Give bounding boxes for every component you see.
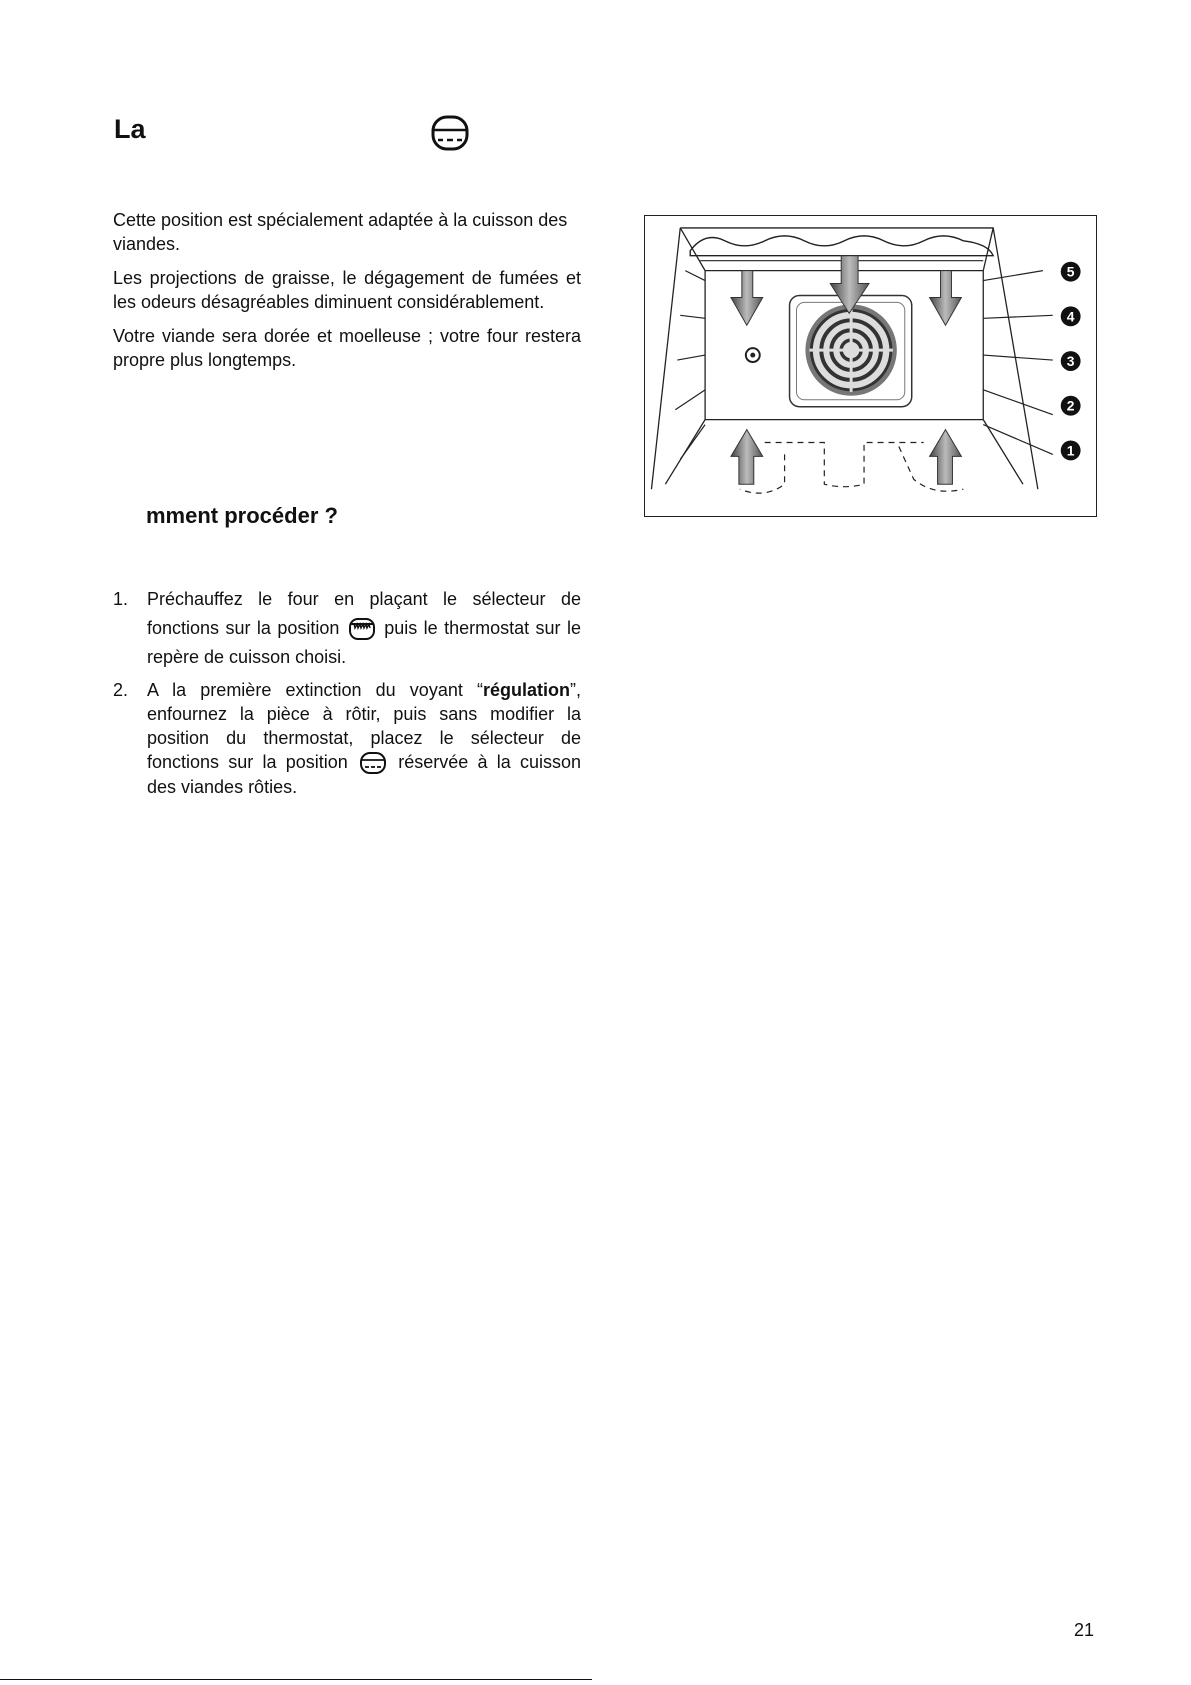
preheat-position-icon	[348, 617, 376, 641]
intro-paragraph-3: Votre viande sera dorée et moelleuse ; votre four restera propre plus longtemps.	[113, 326, 581, 370]
section-title: mment procéder ?	[146, 503, 338, 528]
step-1	[113, 585, 581, 672]
airflow-lines	[740, 442, 964, 493]
step-keyword: régulation	[482, 680, 570, 700]
top-heating-element	[690, 236, 993, 256]
step-text: puis le thermostat sur le repère de cuisson choisi.	[147, 618, 581, 667]
step-text: réservée à la cuisson des viandes rôties.	[147, 752, 581, 797]
shelf-label-2: 2	[1066, 397, 1075, 414]
oven-cavity-airflow-diagram	[644, 215, 1097, 517]
step-text: Préchauffez le four en plaçant le sélecteur de fonctions sur la position	[147, 589, 581, 638]
step-number: 2.	[113, 680, 129, 700]
shelf-label-4: 4	[1066, 308, 1075, 325]
step-number: 1.	[113, 589, 129, 609]
shelf-level-labels	[1061, 262, 1081, 461]
up-arrows	[731, 430, 961, 485]
fan-icon	[805, 304, 896, 395]
page-title: La	[114, 114, 146, 144]
shelf-label-1: 1	[1066, 442, 1075, 459]
roasting-position-icon	[430, 113, 470, 153]
intro-text	[113, 208, 581, 382]
steps-list	[113, 585, 581, 805]
oven-light-icon	[746, 348, 760, 362]
shelf-label-5: 5	[1066, 263, 1075, 280]
roasting-position-icon	[359, 751, 387, 775]
intro-paragraph-2: Les projections de graisse, le dégagement de fumées et les odeurs désagréables diminuent considérablement.	[113, 268, 581, 312]
footer-divider	[0, 1679, 592, 1680]
step-text: A la première extinction du voyant “	[147, 680, 483, 700]
shelf-label-3: 3	[1066, 353, 1075, 369]
step-2	[113, 678, 581, 799]
step-text: ”, enfournez la pièce à rôtir, puis sans modifier la position du thermostat, placez le sélecteur de fonctions sur la position	[147, 680, 581, 772]
intro-paragraph-1: Cette position est spécialement adaptée à la cuisson des viandes.	[113, 210, 568, 254]
page-number: 21	[1074, 1620, 1095, 1640]
